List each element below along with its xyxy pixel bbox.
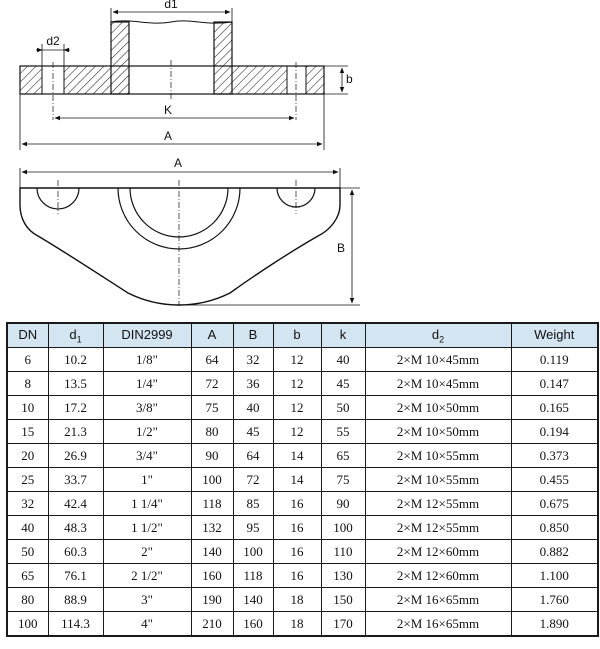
- table-cell: 3/4": [103, 444, 191, 468]
- table-cell: 72: [191, 372, 233, 396]
- dimension-a-bottom: [20, 156, 340, 188]
- table-cell: 1/2": [103, 420, 191, 444]
- table-cell: 1.100: [511, 564, 598, 588]
- column-header: $d_2$: [365, 323, 511, 348]
- column-header: Weight: [511, 323, 598, 348]
- table-cell: 95: [233, 516, 273, 540]
- table-cell: 2×M 16×65mm: [365, 612, 511, 637]
- table-cell: 12: [273, 348, 321, 372]
- table-cell: 150: [321, 588, 365, 612]
- column-header: B: [233, 323, 273, 348]
- label-d1: d1: [164, 0, 178, 11]
- table-cell: 190: [191, 588, 233, 612]
- table-cell: 13.5: [48, 372, 103, 396]
- table-cell: 0.882: [511, 540, 598, 564]
- table-cell: 110: [321, 540, 365, 564]
- table-cell: 40: [321, 348, 365, 372]
- flange-outline: [20, 188, 340, 305]
- table-cell: 65: [321, 444, 365, 468]
- table-cell: 100: [191, 468, 233, 492]
- table-row: [7, 420, 598, 444]
- column-header: A: [191, 323, 233, 348]
- table-row: [7, 444, 598, 468]
- table-cell: 45: [233, 420, 273, 444]
- table-cell: 1.890: [511, 612, 598, 637]
- table-cell: 132: [191, 516, 233, 540]
- table-cell: 0.373: [511, 444, 598, 468]
- table-row: [7, 564, 598, 588]
- table-cell: 32: [7, 492, 48, 516]
- flange-technical-drawing: [0, 0, 600, 318]
- table-row: [7, 468, 598, 492]
- table-cell: 100: [321, 516, 365, 540]
- dimension-k: [55, 103, 294, 118]
- table-cell: 64: [191, 348, 233, 372]
- label-b: b: [346, 72, 353, 86]
- table-cell: 1.760: [511, 588, 598, 612]
- column-header: b: [273, 323, 321, 348]
- table-cell: 42.4: [48, 492, 103, 516]
- table-cell: 16: [273, 564, 321, 588]
- label-a-top: A: [163, 129, 173, 143]
- label-a-bottom: A: [173, 156, 183, 170]
- table-cell: 6: [7, 348, 48, 372]
- label-b-bottom: B: [336, 241, 345, 255]
- table-cell: 12: [273, 396, 321, 420]
- table-cell: 2×M 10×45mm: [365, 348, 511, 372]
- specification-table-wrapper: [6, 322, 597, 637]
- table-cell: 2×M 10×55mm: [365, 468, 511, 492]
- table-cell: 1 1/2": [103, 516, 191, 540]
- table-cell: 170: [321, 612, 365, 637]
- table-cell: 40: [233, 396, 273, 420]
- table-cell: 114.3: [48, 612, 103, 637]
- table-cell: 25: [7, 468, 48, 492]
- table-cell: 2×M 10×55mm: [365, 444, 511, 468]
- table-cell: 80: [7, 588, 48, 612]
- table-cell: 2×M 10×50mm: [365, 420, 511, 444]
- table-cell: 10: [7, 396, 48, 420]
- table-cell: 2 1/2": [103, 564, 191, 588]
- dimension-d2: [36, 34, 70, 66]
- table-cell: 76.1: [48, 564, 103, 588]
- table-row: [7, 612, 598, 637]
- table-cell: 16: [273, 492, 321, 516]
- table-cell: 2×M 12×60mm: [365, 540, 511, 564]
- table-cell: 40: [7, 516, 48, 540]
- table-cell: 12: [273, 372, 321, 396]
- table-cell: 130: [321, 564, 365, 588]
- column-header: DN: [7, 323, 48, 348]
- table-cell: 72: [233, 468, 273, 492]
- table-cell: 32: [233, 348, 273, 372]
- table-cell: 33.7: [48, 468, 103, 492]
- table-cell: 1 1/4": [103, 492, 191, 516]
- table-cell: 4": [103, 612, 191, 637]
- table-cell: 48.3: [48, 516, 103, 540]
- table-cell: 0.119: [511, 348, 598, 372]
- neck-section: [111, 21, 232, 94]
- column-header: DIN2999: [103, 323, 191, 348]
- table-cell: 85: [233, 492, 273, 516]
- table-cell: 0.194: [511, 420, 598, 444]
- table-cell: 2": [103, 540, 191, 564]
- table-cell: 2×M 12×60mm: [365, 564, 511, 588]
- table-cell: 0.455: [511, 468, 598, 492]
- table-cell: 3": [103, 588, 191, 612]
- table-cell: 2×M 12×55mm: [365, 492, 511, 516]
- column-header: $d_1$: [48, 323, 103, 348]
- table-cell: 0.850: [511, 516, 598, 540]
- table-cell: 55: [321, 420, 365, 444]
- table-cell: 8: [7, 372, 48, 396]
- table-cell: 14: [273, 468, 321, 492]
- table-row: [7, 372, 598, 396]
- table-cell: 2×M 12×55mm: [365, 516, 511, 540]
- table-cell: 15: [7, 420, 48, 444]
- label-d2: d2: [46, 34, 60, 48]
- table-cell: 14: [273, 444, 321, 468]
- label-k: K: [163, 103, 173, 117]
- table-cell: 100: [233, 540, 273, 564]
- column-header: k: [321, 323, 365, 348]
- table-cell: 160: [191, 564, 233, 588]
- table-cell: 1/4": [103, 372, 191, 396]
- table-cell: 210: [191, 612, 233, 637]
- table-row: [7, 396, 598, 420]
- table-cell: 1/8": [103, 348, 191, 372]
- table-cell: 140: [191, 540, 233, 564]
- table-cell: 60.3: [48, 540, 103, 564]
- table-cell: 16: [273, 516, 321, 540]
- table-cell: 90: [191, 444, 233, 468]
- table-cell: 2×M 10×45mm: [365, 372, 511, 396]
- table-cell: 0.165: [511, 396, 598, 420]
- dimension-b-bottom: [182, 188, 360, 305]
- table-cell: 12: [273, 420, 321, 444]
- table-row: [7, 348, 598, 372]
- table-cell: 18: [273, 588, 321, 612]
- table-cell: 75: [191, 396, 233, 420]
- table-row: [7, 516, 598, 540]
- table-cell: 2×M 16×65mm: [365, 588, 511, 612]
- table-cell: 75: [321, 468, 365, 492]
- table-cell: 16: [273, 540, 321, 564]
- table-cell: 65: [7, 564, 48, 588]
- dimension-b: [324, 66, 353, 94]
- flange-plate-section: [20, 66, 324, 94]
- table-header-row: [7, 323, 598, 348]
- table-cell: 3/8": [103, 396, 191, 420]
- table-cell: 118: [191, 492, 233, 516]
- table-cell: 45: [321, 372, 365, 396]
- table-cell: 26.9: [48, 444, 103, 468]
- table-cell: 18: [273, 612, 321, 637]
- table-cell: 17.2: [48, 396, 103, 420]
- plan-view: [20, 156, 360, 306]
- table-cell: 50: [7, 540, 48, 564]
- table-cell: 88.9: [48, 588, 103, 612]
- section-view: [20, 0, 353, 150]
- table-cell: 160: [233, 612, 273, 637]
- table-cell: 36: [233, 372, 273, 396]
- table-cell: 0.147: [511, 372, 598, 396]
- table-cell: 0.675: [511, 492, 598, 516]
- table-cell: 50: [321, 396, 365, 420]
- table-cell: 90: [321, 492, 365, 516]
- specification-table: [6, 322, 599, 637]
- table-cell: 80: [191, 420, 233, 444]
- table-row: [7, 588, 598, 612]
- table-body: [7, 348, 598, 637]
- table-cell: 1": [103, 468, 191, 492]
- table-row: [7, 540, 598, 564]
- dimension-d1: [111, 0, 232, 22]
- table-cell: 118: [233, 564, 273, 588]
- table-cell: 2×M 10×50mm: [365, 396, 511, 420]
- table-cell: 100: [7, 612, 48, 637]
- table-cell: 21.3: [48, 420, 103, 444]
- table-row: [7, 492, 598, 516]
- table-cell: 140: [233, 588, 273, 612]
- table-cell: 20: [7, 444, 48, 468]
- table-cell: 10.2: [48, 348, 103, 372]
- table-cell: 64: [233, 444, 273, 468]
